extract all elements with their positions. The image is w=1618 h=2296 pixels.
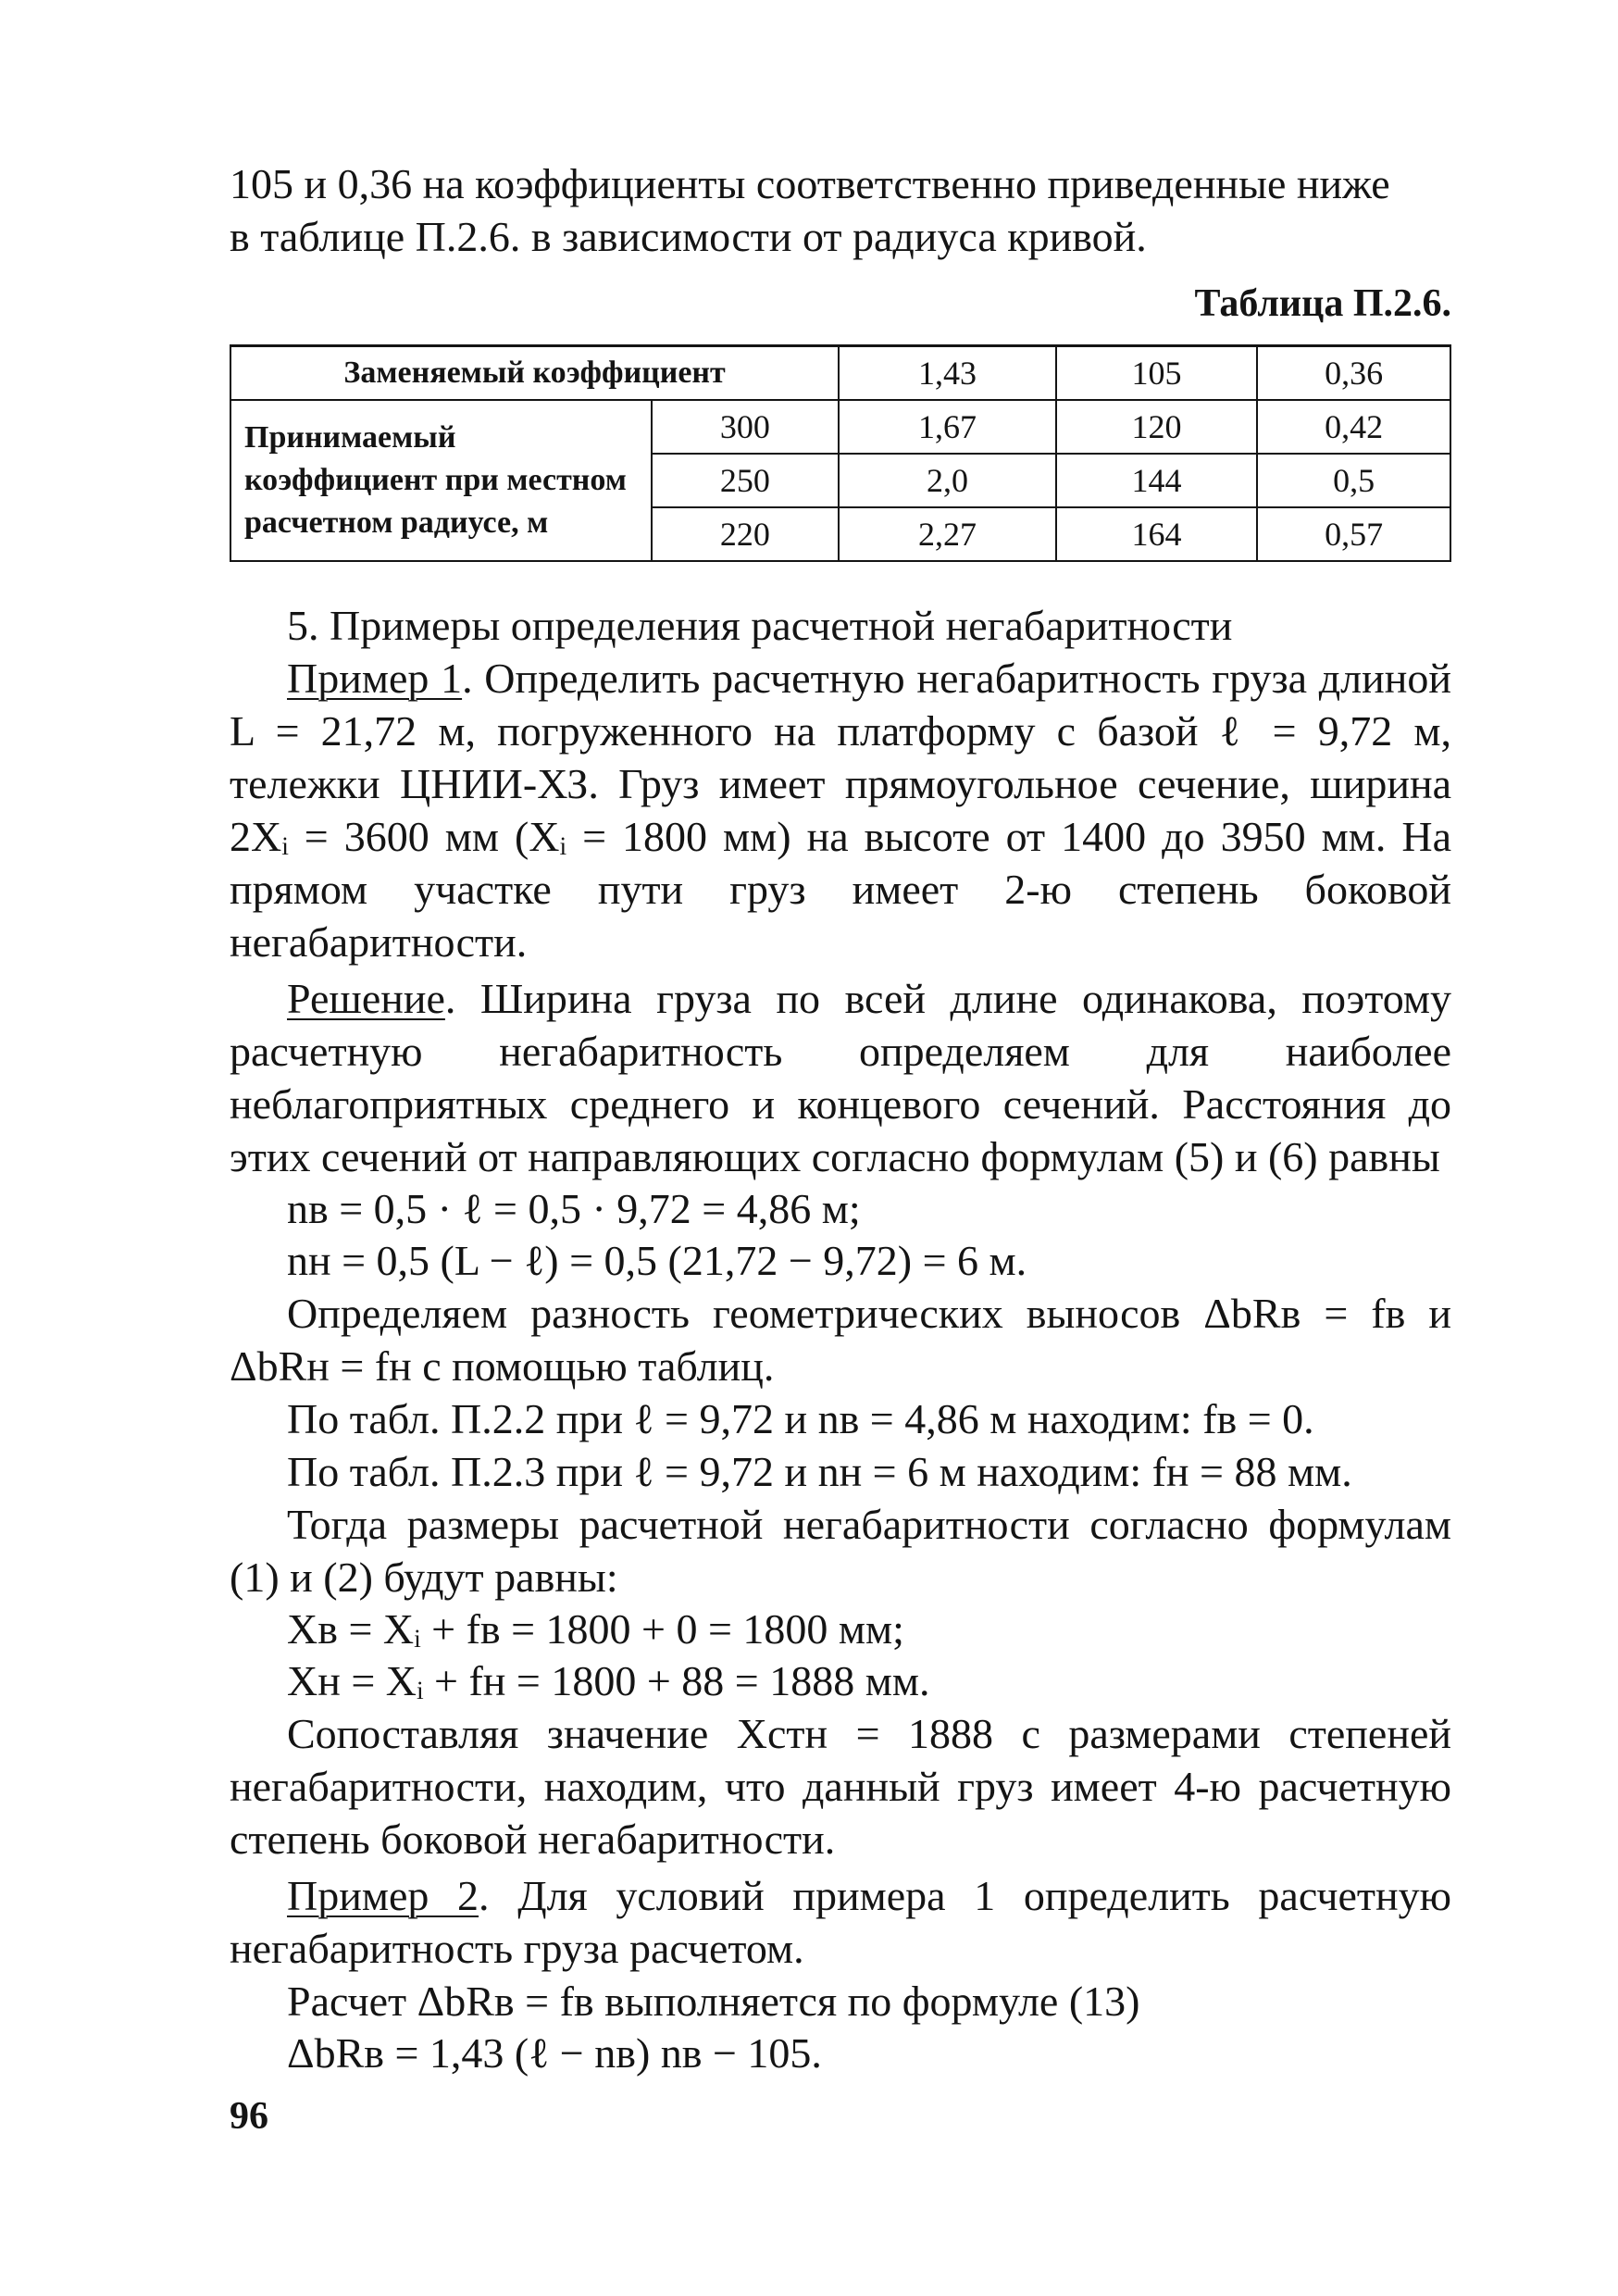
- page-body: [230, 157, 1451, 2079]
- header-label-cell: Заменяемый коэффициент: [230, 346, 839, 401]
- header-value-cell: 105: [1056, 346, 1258, 401]
- value-cell: 164: [1056, 507, 1258, 561]
- example-2-paragraph: [230, 1869, 1451, 1975]
- equation-n-end: nн = 0,5 (L − ℓ) = 0,5 (21,72 − 9,72) = 6 м.: [287, 1237, 1027, 1284]
- coefficient-table: [230, 344, 1451, 562]
- table-caption: Таблица П.2.6.: [1194, 282, 1451, 325]
- table-header-row: [230, 346, 1450, 401]
- value-cell: 0,42: [1257, 400, 1450, 454]
- solution-text: . Ширина груза по всей длине одинакова, поэтому расчетную негабаритность определяем для наиболее неблагоприятных среднего и концевого сечений. Расстояния до этих сечений от направляющих согласно формулам (5) и (6) равны: [230, 975, 1451, 1180]
- page-number: 96: [230, 2095, 268, 2138]
- solution-paragraph-6: Сопоставляя значение Xстн = 1888 с размерами степеней негабаритности, находим, что данный груз имеет 4-ю расчетную степень боковой негабаритности.: [230, 1710, 1451, 1863]
- equation-n-middle: nв = 0,5 · ℓ = 0,5 · 9,72 = 4,86 м;: [287, 1185, 861, 1232]
- solution-paragraph-4: По табл. П.2.3 при ℓ = 9,72 и nн = 6 м находим: fн = 88 мм.: [287, 1448, 1352, 1495]
- example-2-text: . Для условий примера 1 определить расчетную негабаритность груза расчетом.: [230, 1872, 1451, 1972]
- value-cell: 1,67: [839, 400, 1056, 454]
- equation-delta-b: ΔbRв = 1,43 (ℓ − nв) nв − 105.: [287, 2029, 822, 2077]
- row-label-cell: Принимаемый коэффициент при местном расчетном радиусе, м: [230, 400, 652, 561]
- equation-x-middle: Xв = Xᵢ + fв = 1800 + 0 = 1800 мм;: [287, 1605, 904, 1653]
- radius-cell: 250: [652, 454, 840, 507]
- value-cell: 0,5: [1257, 454, 1450, 507]
- value-cell: 144: [1056, 454, 1258, 507]
- example-2-label: Пример 2: [287, 1872, 479, 1919]
- example-1-label: Пример 1: [287, 655, 463, 702]
- example-1-text: . Определить расчетную негабаритность груза длиной L = 21,72 м, погруженного на платформу с базой ℓ = 9,72 м, тележки ЦНИИ-ХЗ. Груз имеет прямоугольное сечение, ширина 2Xᵢ = 3600 мм (Xᵢ = 1800 мм) на высоте от 1400 до 3950 мм. На прямом участке пути груз имеет 2-ю степень боковой негабаритности.: [230, 655, 1451, 966]
- solution-paragraph-2: Определяем разность геометрических выносов ΔbRв = fв и ΔbRн = fн с помощью таблиц.: [230, 1290, 1451, 1390]
- equation-x-end: Xн = Xᵢ + fн = 1800 + 88 = 1888 мм.: [287, 1657, 930, 1704]
- value-cell: 2,27: [839, 507, 1056, 561]
- intro-line-1: 105 и 0,36 на коэффициенты соответственно приведенные ниже: [230, 160, 1390, 207]
- section-title: 5. Примеры определения расчетной негабаритности: [287, 602, 1233, 649]
- example-1-paragraph: [230, 652, 1451, 968]
- radius-cell: 220: [652, 507, 840, 561]
- example-2-paragraph-2: Расчет ΔbRв = fв выполняется по формуле (13): [287, 1978, 1140, 2025]
- header-value-cell: 0,36: [1257, 346, 1450, 401]
- radius-cell: 300: [652, 400, 840, 454]
- header-value-cell: 1,43: [839, 346, 1056, 401]
- value-cell: 120: [1056, 400, 1258, 454]
- value-cell: 0,57: [1257, 507, 1450, 561]
- intro-line-2: в таблице П.2.6. в зависимости от радиуса кривой.: [230, 213, 1147, 260]
- table-row: [230, 400, 1450, 454]
- value-cell: 2,0: [839, 454, 1056, 507]
- solution-label: Решение: [287, 975, 445, 1022]
- solution-paragraph: [230, 972, 1451, 1183]
- solution-paragraph-5: Тогда размеры расчетной негабаритности согласно формулам (1) и (2) будут равны:: [230, 1501, 1451, 1601]
- solution-paragraph-3: По табл. П.2.2 при ℓ = 9,72 и nв = 4,86 м находим: fв = 0.: [287, 1395, 1314, 1442]
